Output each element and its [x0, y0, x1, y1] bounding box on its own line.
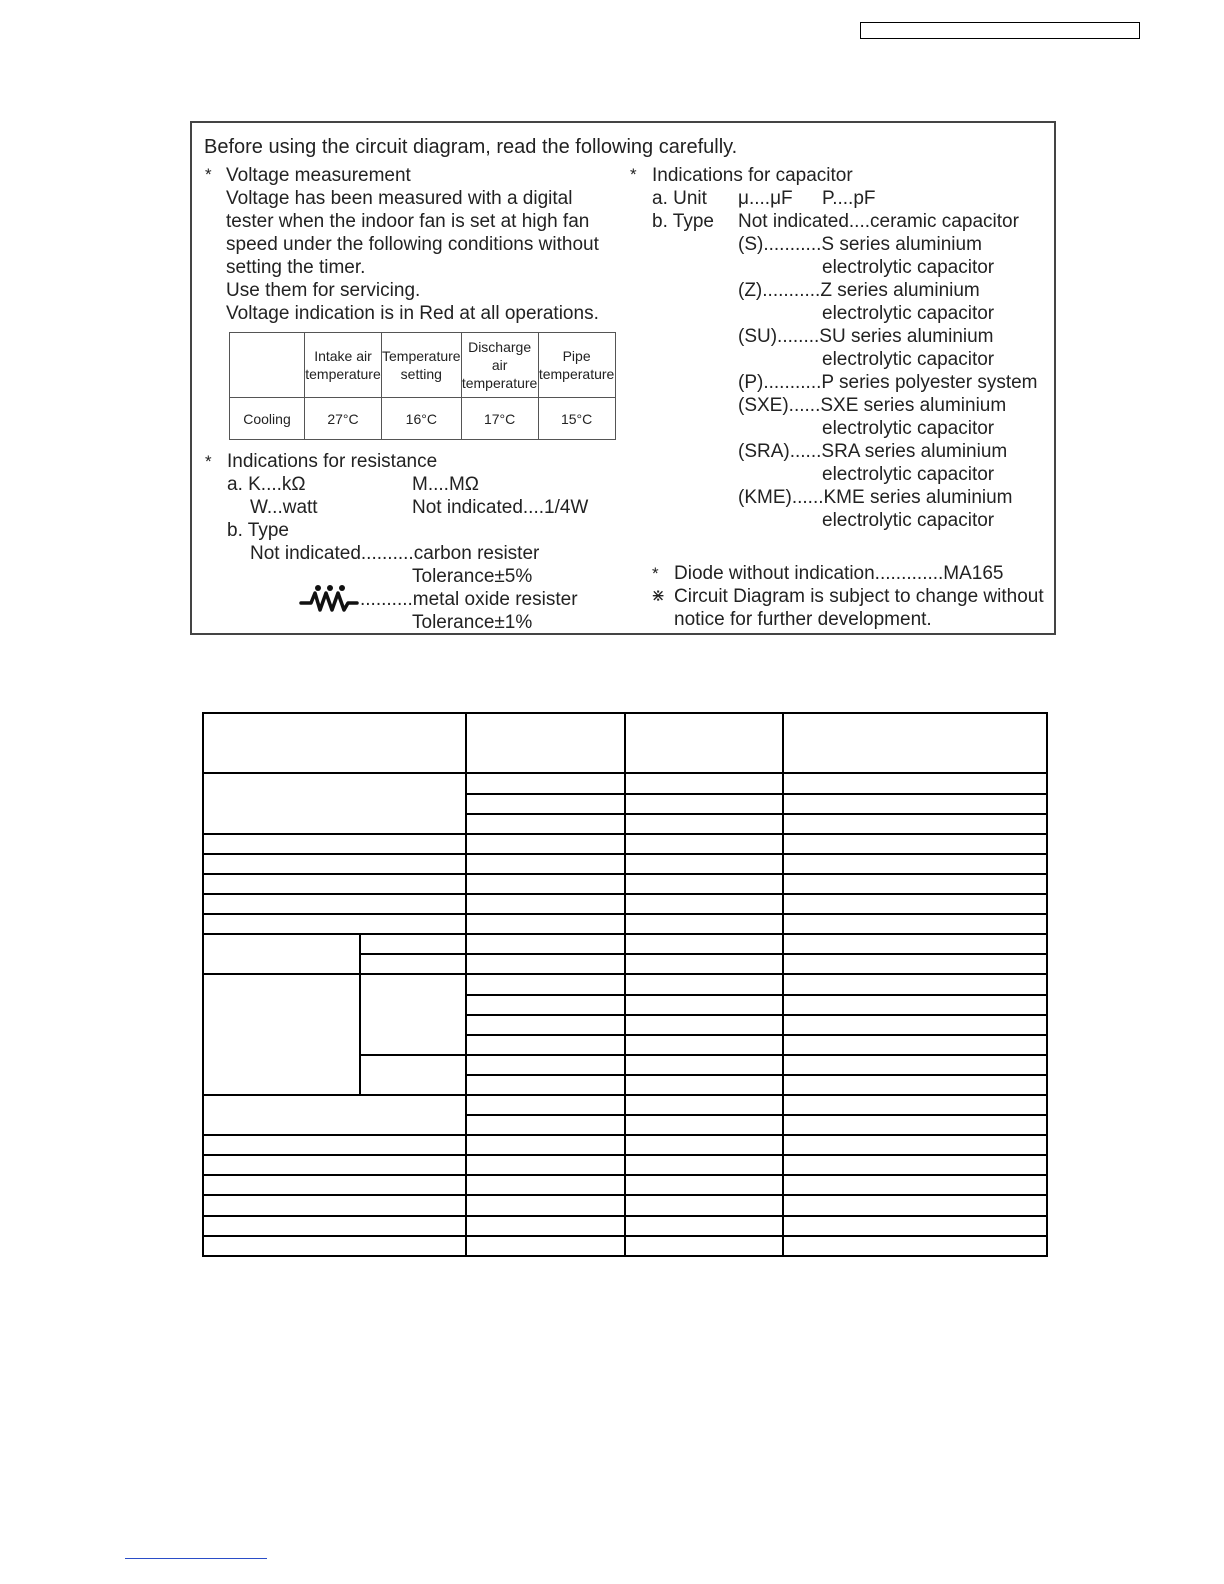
capacitor-type-line: electrolytic capacitor [822, 349, 995, 370]
capacitor-type-line: (SXE)......SXE series aluminium [738, 395, 1007, 416]
capacitor-unit-pf: P....pF [822, 188, 876, 209]
table-header-cell: Pipe temperature [538, 333, 615, 398]
capacitor-type-line: Not indicated....ceramic capacitor [738, 211, 1019, 232]
bullet-star: * [652, 564, 659, 583]
capacitor-heading: Indications for capacitor [652, 165, 853, 186]
table-header-cell: Discharge air temperature [461, 333, 538, 398]
resistance-unit-w: W...watt [250, 497, 318, 518]
circuit-notice-panel [190, 121, 1056, 635]
capacitor-type-line: electrolytic capacitor [822, 257, 995, 278]
voltage-line: setting the timer. [226, 257, 366, 278]
bullet-star: * [205, 452, 212, 471]
voltage-line: tester when the indoor fan is set at high fan [226, 211, 590, 232]
voltage-line: Voltage indication is in Red at all operations. [226, 303, 599, 324]
table-corner-cell [230, 333, 305, 398]
resistance-unit-m: M....MΩ [412, 474, 479, 495]
capacitor-type-line: electrolytic capacitor [822, 418, 995, 439]
voltage-line: Voltage has been measured with a digital [226, 188, 573, 209]
capacitor-type-line: (KME)......KME series aluminium [738, 487, 1013, 508]
metal-oxide-resistor-symbol-icon [299, 584, 359, 616]
footer-link-underline[interactable] [125, 1558, 267, 1559]
voltage-line: speed under the following conditions without [226, 234, 599, 255]
bullet-star: * [630, 165, 637, 184]
diode-line: Diode without indication.............MA165 [674, 563, 1004, 584]
capacitor-type-line: electrolytic capacitor [822, 510, 995, 531]
capacitor-type-line: (SRA)......SRA series aluminium [738, 441, 1008, 462]
voltage-heading: Voltage measurement [226, 165, 411, 186]
resistance-type-label: b. Type [227, 520, 289, 541]
tolerance-5: Tolerance±5% [412, 566, 533, 587]
measurement-conditions-table [229, 332, 616, 440]
capacitor-type-line: (SU)........SU series aluminium [738, 326, 994, 347]
header-box [860, 22, 1140, 39]
table-grid-lines [202, 712, 1048, 1258]
capacitor-unit-uf: μ....μF [738, 188, 793, 209]
metal-oxide-line: ..........metal oxide resister [360, 589, 578, 610]
capacitor-type-label: b. Type [652, 211, 714, 232]
change-notice-line: Circuit Diagram is subject to change without [674, 586, 1044, 607]
tolerance-1: Tolerance±1% [412, 612, 533, 633]
table-header-cell: Temperature setting [382, 333, 462, 398]
capacitor-type-line: (P)...........P series polyester system [738, 372, 1038, 393]
capacitor-type-line: (S)...........S series aluminium [738, 234, 982, 255]
table-header-cell: Intake air temperature [305, 333, 382, 398]
empty-parts-table [202, 712, 1048, 1258]
capacitor-type-line: (Z)...........Z series aluminium [738, 280, 980, 301]
change-notice-line: notice for further development. [674, 609, 932, 630]
capacitor-type-line: electrolytic capacitor [822, 464, 995, 485]
voltage-line: Use them for servicing. [226, 280, 421, 301]
carbon-resister-line: Not indicated..........carbon resister [250, 543, 540, 564]
bullet-star: * [205, 165, 212, 184]
table-value-cell: 15°C [538, 398, 615, 440]
capacitor-unit-label: a. Unit [652, 188, 707, 209]
notice-title: Before using the circuit diagram, read the following carefully. [204, 136, 738, 158]
table-value-cell: 16°C [382, 398, 462, 440]
table-row-label: Cooling [230, 398, 305, 440]
resistance-unit-k: a. K....kΩ [227, 474, 306, 495]
table-value-cell: 17°C [461, 398, 538, 440]
table-value-cell: 27°C [305, 398, 382, 440]
capacitor-type-line: electrolytic capacitor [822, 303, 995, 324]
cross-mark-icon: ⋇ [651, 586, 666, 605]
resistance-heading: Indications for resistance [227, 451, 438, 472]
resistance-default-watt: Not indicated....1/4W [412, 497, 589, 518]
